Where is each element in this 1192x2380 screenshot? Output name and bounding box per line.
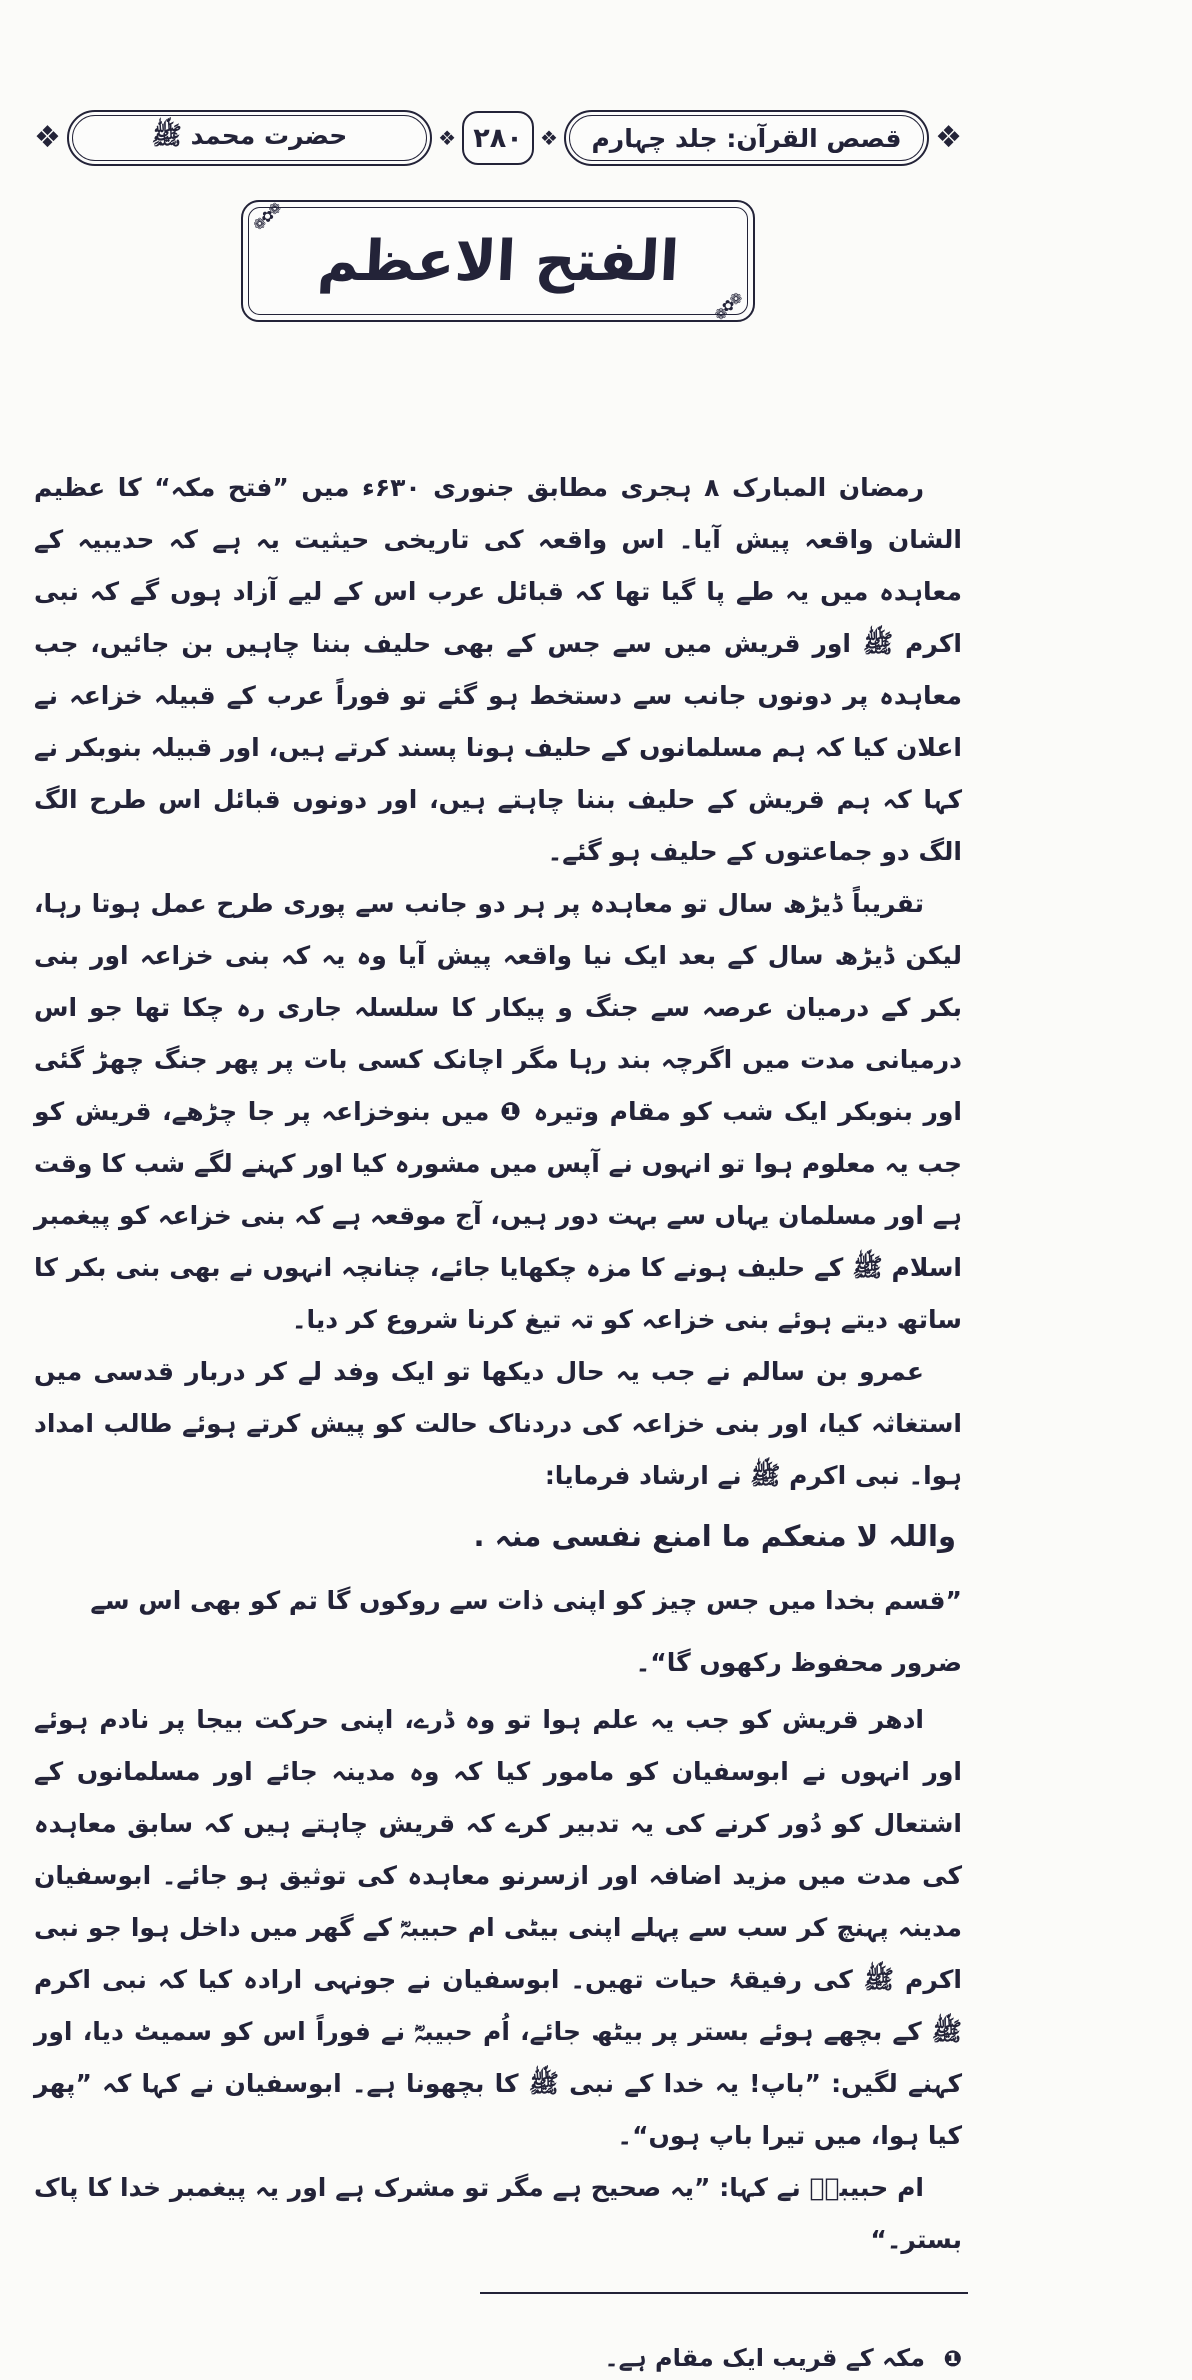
diamond-ornament-icon: ❖: [438, 126, 456, 150]
body-text: [34, 462, 962, 2266]
quote-translation: ”قسم بخدا میں جس چیز کو اپنی ذات سے روکوں گا تم کو بھی اس سے ضرور محفوظ رکھوں گا“۔: [90, 1586, 962, 1677]
diamond-ornament-icon: ❖: [935, 120, 962, 155]
footnote-marker-icon: ❶: [943, 2347, 962, 2372]
header-volume-cartouche: [564, 110, 929, 166]
diamond-ornament-icon: ❖: [34, 120, 61, 155]
book-page: [34, 0, 962, 2380]
footnote: [34, 2338, 962, 2380]
paragraph: عمرو بن سالم نے جب یہ حال دیکھا تو ایک وفد لے کر دربار قدسی میں استغاثہ کیا، اور بنی خزاعہ کی دردناک حالت کو پیش کرتے ہوئے طالب امداد ہوا۔ نبی اکرم ﷺ نے ارشاد فرمایا:: [34, 1357, 962, 1490]
running-header: [34, 110, 962, 166]
floral-corner-icon: ❁✿❁: [249, 199, 285, 235]
header-book-cartouche: [67, 110, 432, 166]
floral-corner-icon: ❁✿❁: [711, 287, 747, 323]
paragraph: رمضان المبارک ۸ ہجری مطابق جنوری ۶۳۰ء میں ”فتح مکہ“ کا عظیم الشان واقعہ پیش آیا۔ اس واقعہ کی تاریخی حیثیت یہ ہے کہ حدیبیہ کے معاہدہ میں یہ طے پا گیا تھا کہ قبائل عرب اس کے لیے آزاد ہوں گے کہ نبی اکرم ﷺ اور قریش میں سے جس کے بھی حلیف بننا چاہیں بن جائیں، جب معاہدہ پر دونوں جانب سے دستخط ہو گئے تو فوراً عرب کے قبیلہ خزاعہ نے اعلان کیا کہ ہم مسلمانوں کے حلیف ہونا پسند کرتے ہیں، اور قبیلہ بنوبکر نے کہا کہ ہم قریش کے حلیف بننا چاہتے ہیں، اور دونوں قبائل اس طرح الگ الگ دو جماعتوں کے حلیف ہو گئے۔: [34, 473, 962, 866]
paragraph: ادھر قریش کو جب یہ علم ہوا تو وہ ڈرے، اپنی حرکت بیجا پر نادم ہوئے اور انہوں نے ابوسفیان کو مامور کیا کہ وہ مدینہ جائے اور مسلمانوں کے اشتعال کو دُور کرنے کی یہ تدبیر کرے کہ قریش چاہتے ہیں کہ سابق معاہدہ کی مدت میں مزید اضافہ اور ازسرنو معاہدہ کی توثیق ہو جائے۔ ابوسفیان مدینہ پہنچ کر سب سے پہلے اپنی بیٹی ام حبیبہؓ کے گھر میں داخل ہوا جو نبی اکرم ﷺ کی رفیقۂ حیات تھیں۔ ابوسفیان نے جونہی ارادہ کیا کہ نبی اکرم ﷺ کے بچھے ہوئے بستر پر بیٹھ جائے، اُم حبیبہؓ نے فوراً اس کو سمیٹ دیا، اور کہنے لگیں: ”باپ! یہ خدا کے نبی ﷺ کا بچھونا ہے۔ ابوسفیان نے کہا کہ ”پھر کیا ہوا، میں تیرا باپ ہوں“۔: [34, 1705, 962, 2150]
chapter-title-box: [241, 200, 755, 322]
footnote-divider: [480, 2292, 968, 2294]
header-volume-title: قصص القرآن: جلد چہارم: [569, 115, 924, 161]
diamond-ornament-icon: ❖: [540, 126, 558, 150]
page-number: ۲۸۰: [462, 111, 534, 165]
header-book-title: حضرت محمد ﷺ: [72, 115, 427, 161]
paragraph: تقریباً ڈیڑھ سال تو معاہدہ پر ہر دو جانب سے پوری طرح عمل ہوتا رہا، لیکن ڈیڑھ سال کے بعد ایک نیا واقعہ پیش آیا وہ یہ کہ بنی خزاعہ اور بنی بکر کے درمیان عرصہ سے جنگ و پیکار کا سلسلہ جاری رہ چکا تھا جو اس درمیانی مدت میں اگرچہ بند رہا مگر اچانک کسی بات پر پھر جنگ چھڑ گئی اور بنوبکر ایک شب کو مقام وتیرہ ❶ میں بنوخزاعہ پر جا چڑھے، قریش کو جب یہ معلوم ہوا تو انہوں نے آپس میں مشورہ کیا اور کہنے لگے شب کا وقت ہے اور مسلمان یہاں سے بہت دور ہیں، آج موقعہ ہے کہ بنی خزاعہ کو پیغمبر اسلام ﷺ کے حلیف ہونے کا مزہ چکھایا جائے، چنانچہ انہوں نے بھی بنی بکر کا ساتھ دیتے ہوئے بنی خزاعہ کو تہ تیغ کرنا شروع کر دیا۔: [34, 889, 962, 1334]
arabic-quote: واللہ لا منعکم ما امنع نفسی منہ .: [473, 1519, 956, 1553]
chapter-title: الفتح الاعظم: [315, 228, 681, 294]
paragraph: ام حبیبہؓ نے کہا: ”یہ صحیح ہے مگر تو مشرک ہے اور یہ پیغمبر خدا کا پاک بستر۔“: [34, 2173, 962, 2254]
footnote-text: مکہ کے قریب ایک مقام ہے۔: [604, 2344, 925, 2372]
